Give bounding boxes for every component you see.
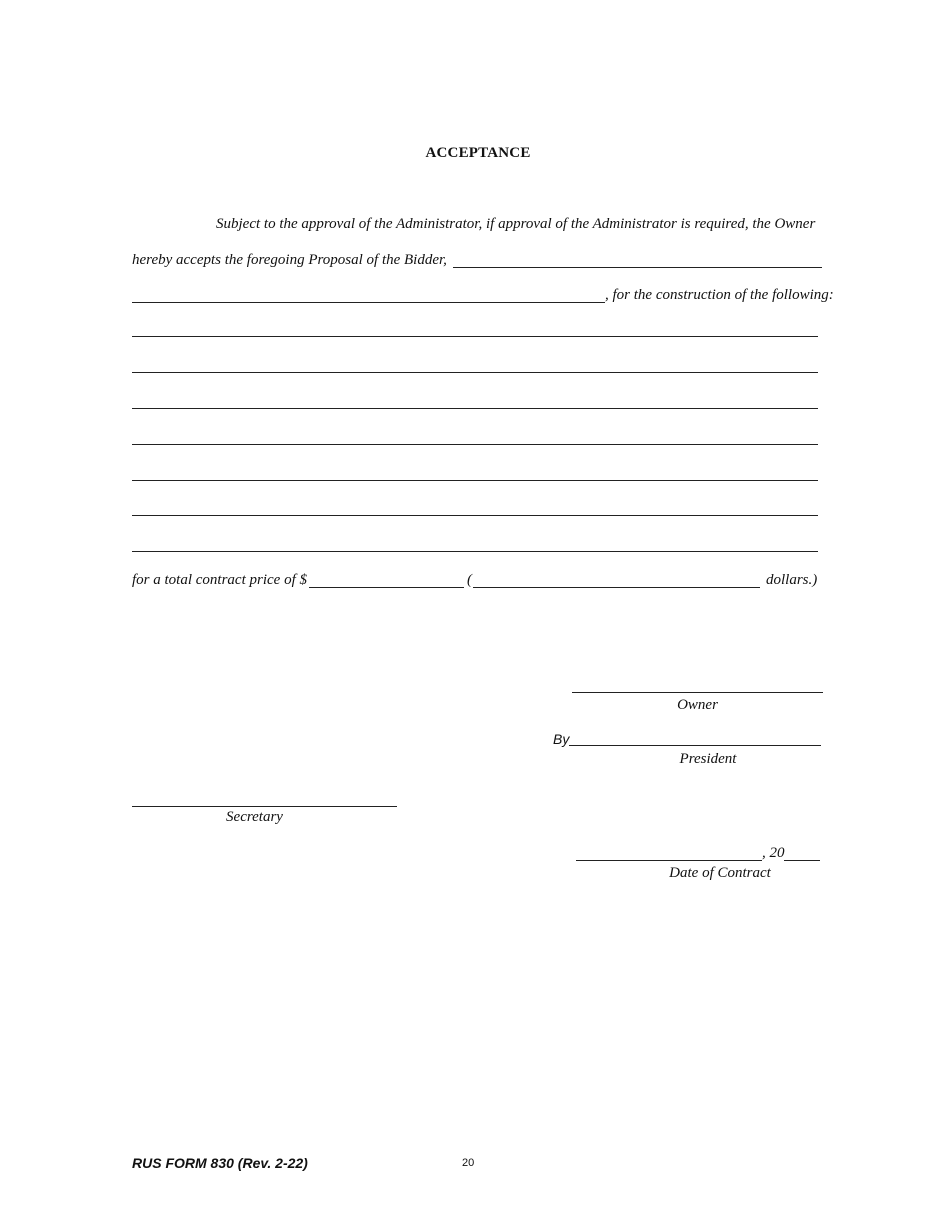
secretary-label: Secretary bbox=[226, 809, 283, 825]
acceptance-text-line-1: Subject to the approval of the Administrator, if approval of the Administrator is required, the Owner bbox=[216, 216, 816, 232]
construction-description-line[interactable] bbox=[132, 515, 818, 516]
form-identifier: RUS FORM 830 (Rev. 2-22) bbox=[132, 1155, 308, 1171]
construction-description-line[interactable] bbox=[132, 372, 818, 373]
date-year-prefix: , 20 bbox=[762, 845, 785, 861]
construction-text: , for the construction of the following: bbox=[605, 287, 834, 303]
contract-price-amount-field[interactable] bbox=[309, 587, 464, 588]
president-label: President bbox=[679, 751, 737, 767]
owner-signature-field[interactable] bbox=[572, 692, 823, 693]
date-of-contract-label: Date of Contract bbox=[669, 865, 771, 881]
dollars-label: dollars.) bbox=[766, 572, 818, 588]
contract-price-words-field[interactable] bbox=[473, 587, 760, 588]
bidder-name-continued-field[interactable] bbox=[132, 302, 605, 303]
construction-description-line[interactable] bbox=[132, 408, 818, 409]
date-year-field[interactable] bbox=[784, 860, 820, 861]
date-field[interactable] bbox=[576, 860, 762, 861]
by-label: By bbox=[553, 731, 570, 747]
page-title: ACCEPTANCE bbox=[425, 145, 531, 161]
owner-label: Owner bbox=[677, 697, 718, 713]
open-paren: ( bbox=[467, 572, 472, 588]
construction-description-line[interactable] bbox=[132, 551, 818, 552]
secretary-signature-field[interactable] bbox=[132, 806, 397, 807]
contract-price-label: for a total contract price of $ bbox=[132, 572, 307, 588]
page-number: 20 bbox=[462, 1157, 475, 1169]
construction-description-line[interactable] bbox=[132, 336, 818, 337]
construction-description-line[interactable] bbox=[132, 444, 818, 445]
president-signature-field[interactable] bbox=[569, 745, 821, 746]
acceptance-text-line-2: hereby accepts the foregoing Proposal of the Bidder, bbox=[132, 252, 447, 268]
bidder-name-field[interactable] bbox=[453, 267, 822, 268]
construction-description-line[interactable] bbox=[132, 480, 818, 481]
